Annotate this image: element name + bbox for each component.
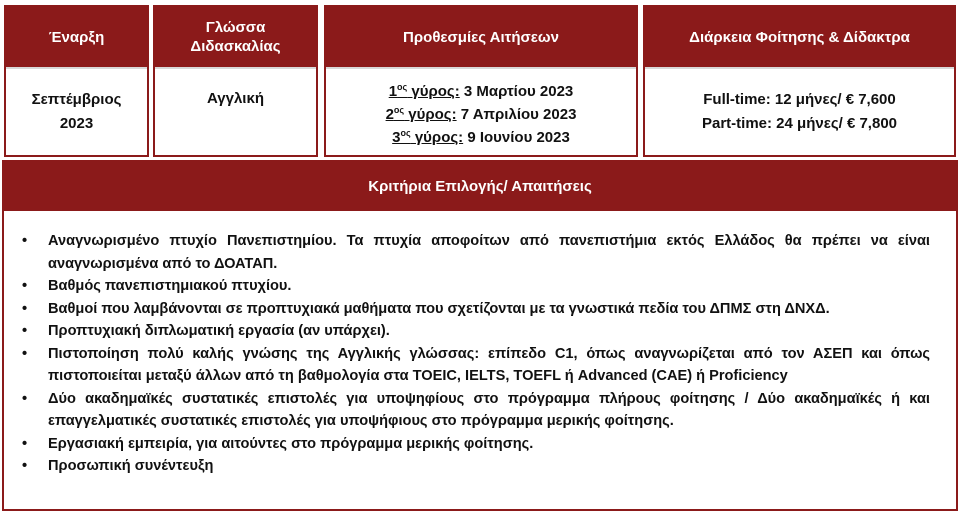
round-3-date: 9 Ιουνίου 2023 (463, 128, 570, 146)
deadlines-list (326, 69, 636, 155)
criteria-card (2, 160, 958, 511)
duration-body (645, 69, 954, 155)
language-header: Γλώσσα Διδασκαλίας (155, 7, 316, 69)
list-item: • Δύο ακαδημαϊκές συστατικές επιστολές για υποψηφίους στο πρόγραμμα πλήρους φοίτησης / Δύο ακαδημαϊκές ή και επαγγελματικές συστατικές επιστολές για υποψήφιους στο πρόγραμμα μερικής φοίτησης. (22, 388, 930, 433)
bullet-icon: • (22, 233, 28, 249)
bullet-icon: • (22, 345, 28, 362)
list-item: • Εργασιακή εμπειρία, για αιτούντες στο πρόγραμμα μερικής φοίτησης. (22, 433, 930, 456)
list-item: • Βαθμός πανεπιστημιακού πτυχίου. (22, 275, 930, 298)
list-item: • Πιστοποίηση πολύ καλής γνώσης της Αγγλικής γλώσσας: επίπεδο C1, όπως αναγνωρίζεται από τον ΑΣΕΠ και όπως πιστοποιείται μεταξύ άλλων από τη βαθμολογία στα TOEIC, IELTS, TOEFL ή Advanced (CAE) ή Proficiency (22, 343, 930, 388)
full-time-fee: Full-time: 12 μήνες/ € 7,600 (703, 91, 896, 108)
deadline-round-1 (389, 80, 574, 103)
deadlines-card (324, 5, 638, 157)
list-item: • Βαθμοί που λαμβάνονται σε προπτυχιακά μαθήματα που σχετίζονται με τα γνωστικά πεδία του ΔΠΜΣ στη ΔΝΧΔ. (22, 298, 930, 321)
language-body (155, 69, 316, 155)
deadlines-header: Προθεσμίες Αιτήσεων (326, 7, 636, 69)
round-1-label: $1^{o\varsigma}$ γύρος: (388, 81, 460, 100)
list-item: • Προσωπική συνέντευξη (22, 455, 930, 478)
bullet-icon: • (22, 390, 28, 407)
round-2-date: 7 Απριλίου 2023 (456, 105, 577, 123)
bullet-icon: • (22, 323, 28, 339)
list-item: • Προπτυχιακή διπλωματική εργασία (αν υπάρχει). (22, 320, 930, 343)
language-card (153, 5, 318, 157)
start-header: Έναρξη (6, 7, 147, 69)
bullet-icon: • (22, 278, 28, 294)
part-time-fee: Part-time: 24 μήνες/ € 7,800 (701, 115, 897, 132)
start-date: Σεπτέμβριος 2023 (31, 91, 122, 132)
bullet-icon: • (22, 435, 28, 452)
duration-card (643, 5, 956, 157)
round-1-date: 3 Μαρτίου 2023 (459, 82, 574, 100)
list-item: • Αναγνωρισμένο πτυχίο Πανεπιστημίου. Τα πτυχία αποφοίτων από πανεπιστήμια εκτός Ελλάδος θα πρέπει να είναι αναγνωρισμένα από το ΔΟΑΤΑΠ. (22, 230, 930, 275)
start-card (4, 5, 149, 157)
bullet-icon: • (22, 300, 28, 317)
deadline-round-3 (392, 126, 570, 149)
deadline-round-2 (386, 103, 577, 126)
criteria-list (22, 230, 930, 478)
criteria-header: Κριτήρια Επιλογής/ Απαιτήσεις (4, 162, 956, 211)
round-2-label: $2^{o\varsigma}$ γύρος: (385, 104, 457, 123)
duration-header: Διάρκεια Φοίτησης & Δίδακτρα (645, 7, 954, 69)
round-3-label: $3^{o\varsigma}$ γύρος: (392, 127, 464, 146)
bullet-icon: • (22, 458, 28, 474)
language-value: Αγγλική (207, 90, 264, 107)
start-value (6, 69, 147, 155)
